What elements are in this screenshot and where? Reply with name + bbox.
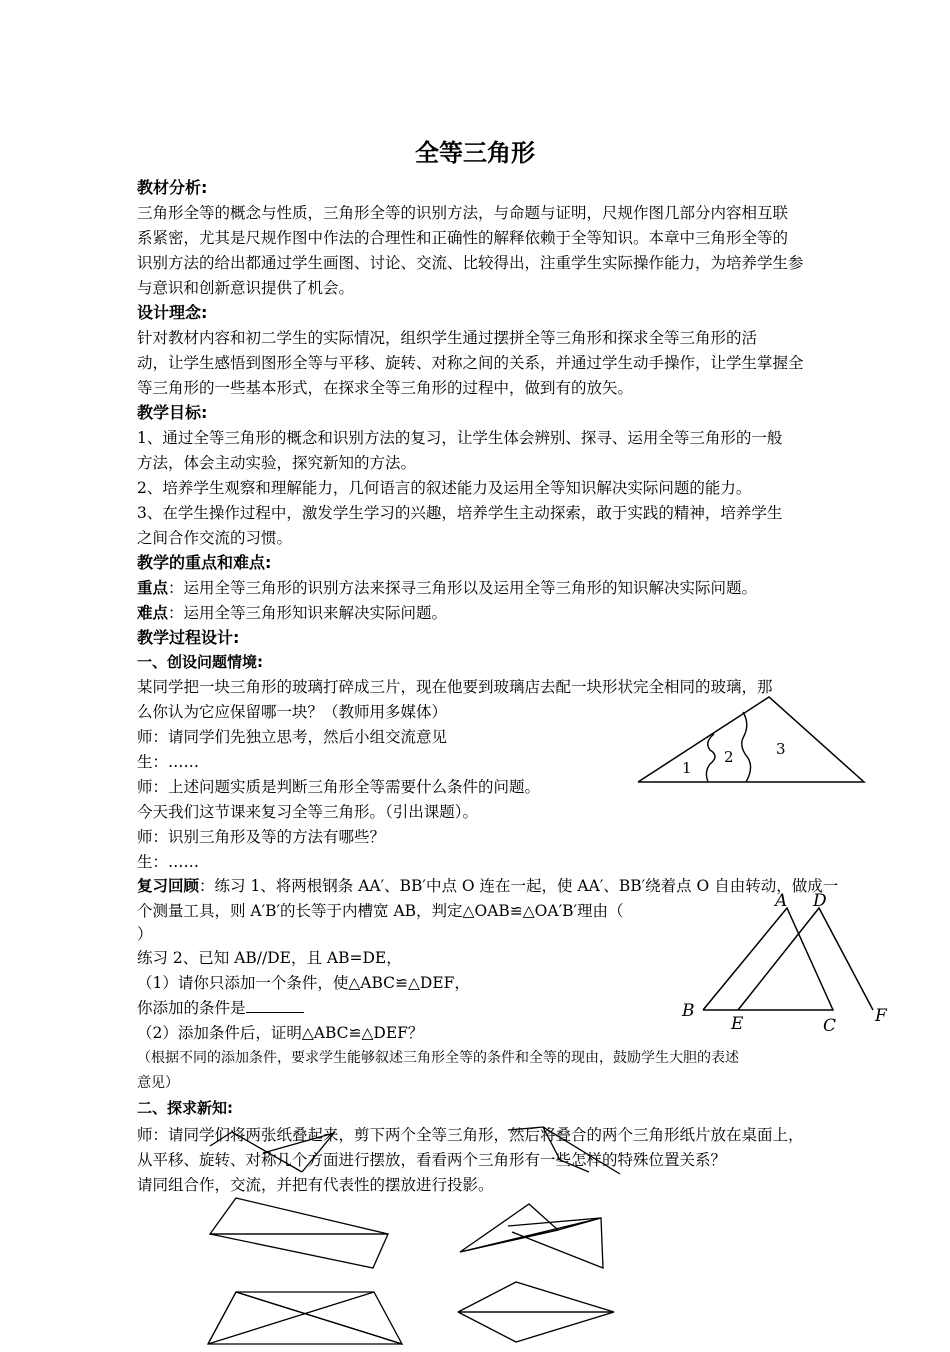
paragraph-line: 么你认为它应保留哪一块？（教师用多媒体） [137, 703, 448, 721]
paragraph-line: 请同组合作，交流，并把有代表性的摆放进行投影。 [137, 1176, 494, 1194]
congruent-pair-diagram-4 [450, 1278, 625, 1344]
paragraph-line: 方法，体会主动实验，探究新知的方法。 [137, 454, 417, 472]
paragraph-line: 与意识和创新意识提供了机会。 [137, 279, 355, 297]
dialogue-line: 生：…… [137, 753, 200, 771]
dialogue-line: 生：…… [137, 853, 200, 871]
heading-process: 教学过程设计: [137, 628, 240, 647]
dialogue-line: 师：请同学们先独立思考，然后小组交流意见 [137, 728, 448, 746]
dialogue-line: 今天我们这节课来复习全等三角形。（引出课题）。 [137, 803, 479, 821]
exercise-2-question-1: （1）请你只添加一个条件，使△ABC≌△DEF， [137, 974, 470, 992]
glass-piece-3-label: 3 [776, 740, 786, 758]
congruent-pair-diagram-3 [200, 1282, 410, 1352]
heading-teaching-goals: 教学目标: [137, 403, 208, 422]
paragraph-line: 3、在学生操作过程中，激发学生学习的兴趣，培养学生主动探索，敢于实践的精神，培养学生 [137, 504, 783, 522]
review-text: ：练习 1、将两根钢条 AA′、BB′中点 O 连在一起，使 AA′、BB′绕着点 O 自由转动，做成一 [199, 877, 839, 895]
note-line: （根据不同的添加条件，要求学生能够叙述三角形全等的条件和全等的现由，鼓励学生大胆的表述 [137, 1050, 739, 1066]
glass-piece-2-label: 2 [724, 748, 734, 766]
paragraph-line: 2、培养学生观察和理解能力，几何语言的叙述能力及运用全等知识解决实际问题的能力。 [137, 479, 752, 497]
congruent-pair-diagram-2 [450, 1198, 620, 1278]
document-title: 全等三角形 [415, 139, 535, 167]
heading-design-concept: 设计理念: [137, 303, 208, 322]
dialogue-line: 师：识别三角形及等的方法有哪些？ [137, 828, 386, 846]
paragraph-line: 从平移、旋转、对称几个方面进行摆放，看看两个三角形有一些怎样的特殊位置关系？ [137, 1151, 727, 1169]
paragraph-line: 系紧密，尤其是尺规作图中作法的合理性和正确性的解释依赖于全等知识。本章中三角形全等的 [137, 229, 789, 247]
paragraph-line: 师：请同学们将两张纸叠起来，剪下两个全等三角形，然后将叠合的两个三角形纸片放在桌面上， [137, 1126, 804, 1144]
paragraph-line: 三角形全等的概念与性质，三角形全等的识别方法，与命题与证明，尺规作图几部分内容相互联 [137, 204, 789, 222]
difficult-point-label: 难点 [137, 604, 169, 622]
review-line: 个测量工具，则 A′B′的长等于内槽宽 AB，判定△OAB≌△OA′B′理由（ [137, 902, 624, 920]
key-point-label: 重点 [137, 579, 169, 597]
paragraph-line: 动，让学生感悟到图形全等与平移、旋转、对称之间的关系，并通过学生动手操作，让学生掌握全 [137, 354, 804, 372]
note-line: 意见） [137, 1075, 179, 1091]
glass-piece-1-label: 1 [682, 759, 692, 777]
point-c-label: C [823, 1016, 837, 1036]
subheading-explore: 二、探求新知: [137, 1099, 233, 1117]
answer-prompt: 你添加的条件是 [137, 999, 246, 1017]
paragraph-line: 等三角形的一些基本形式，在探求全等三角形的过程中，做到有的放矢。 [137, 379, 634, 397]
exercise-2: 练习 2、已知 AB//DE，且 AB=DE， [137, 949, 402, 967]
dialogue-line: 师：上述问题实质是判断三角形全等需要什么条件的问题。 [137, 778, 541, 796]
point-d-label: D [813, 891, 827, 911]
paragraph-line: 1、通过全等三角形的概念和识别方法的复习，让学生体会辨别、探寻、运用全等三角形的一般 [137, 429, 783, 447]
key-point-text: ：运用全等三角形的识别方法来探寻三角形以及运用全等三角形的知识解决实际问题。 [168, 579, 758, 597]
paragraph-line: 某同学把一块三角形的玻璃打碎成三片，现在他要到玻璃店去配一块形状完全相同的玻璃，那 [137, 678, 773, 696]
heading-textbook-analysis: 教材分析: [137, 178, 208, 197]
point-b-label: B [682, 1001, 695, 1021]
heading-key-points: 教学的重点和难点: [137, 553, 272, 572]
exercise-2-question-2: （2）添加条件后，证明△ABC≌△DEF？ [137, 1024, 424, 1042]
review-label: 复习回顾 [137, 877, 200, 895]
subheading-create-situation: 一、创设问题情境: [137, 653, 263, 671]
paragraph-line: 针对教材内容和初二学生的实际情况，组织学生通过摆拼全等三角形和探求全等三角形的活 [137, 329, 758, 347]
point-f-label: F [875, 1006, 887, 1026]
congruent-pair-diagram-1 [200, 1192, 400, 1272]
point-e-label: E [731, 1014, 744, 1034]
paragraph-line: 之间合作交流的习惯。 [137, 529, 293, 547]
difficult-point-text: ：运用全等三角形知识来解决实际问题。 [168, 604, 448, 622]
point-a-label: A [775, 891, 788, 911]
review-line: ） [137, 925, 153, 943]
paragraph-line: 识别方法的给出都通过学生画图、讨论、交流、比较得出，注重学生实际操作能力，为培养学生参 [137, 254, 804, 272]
